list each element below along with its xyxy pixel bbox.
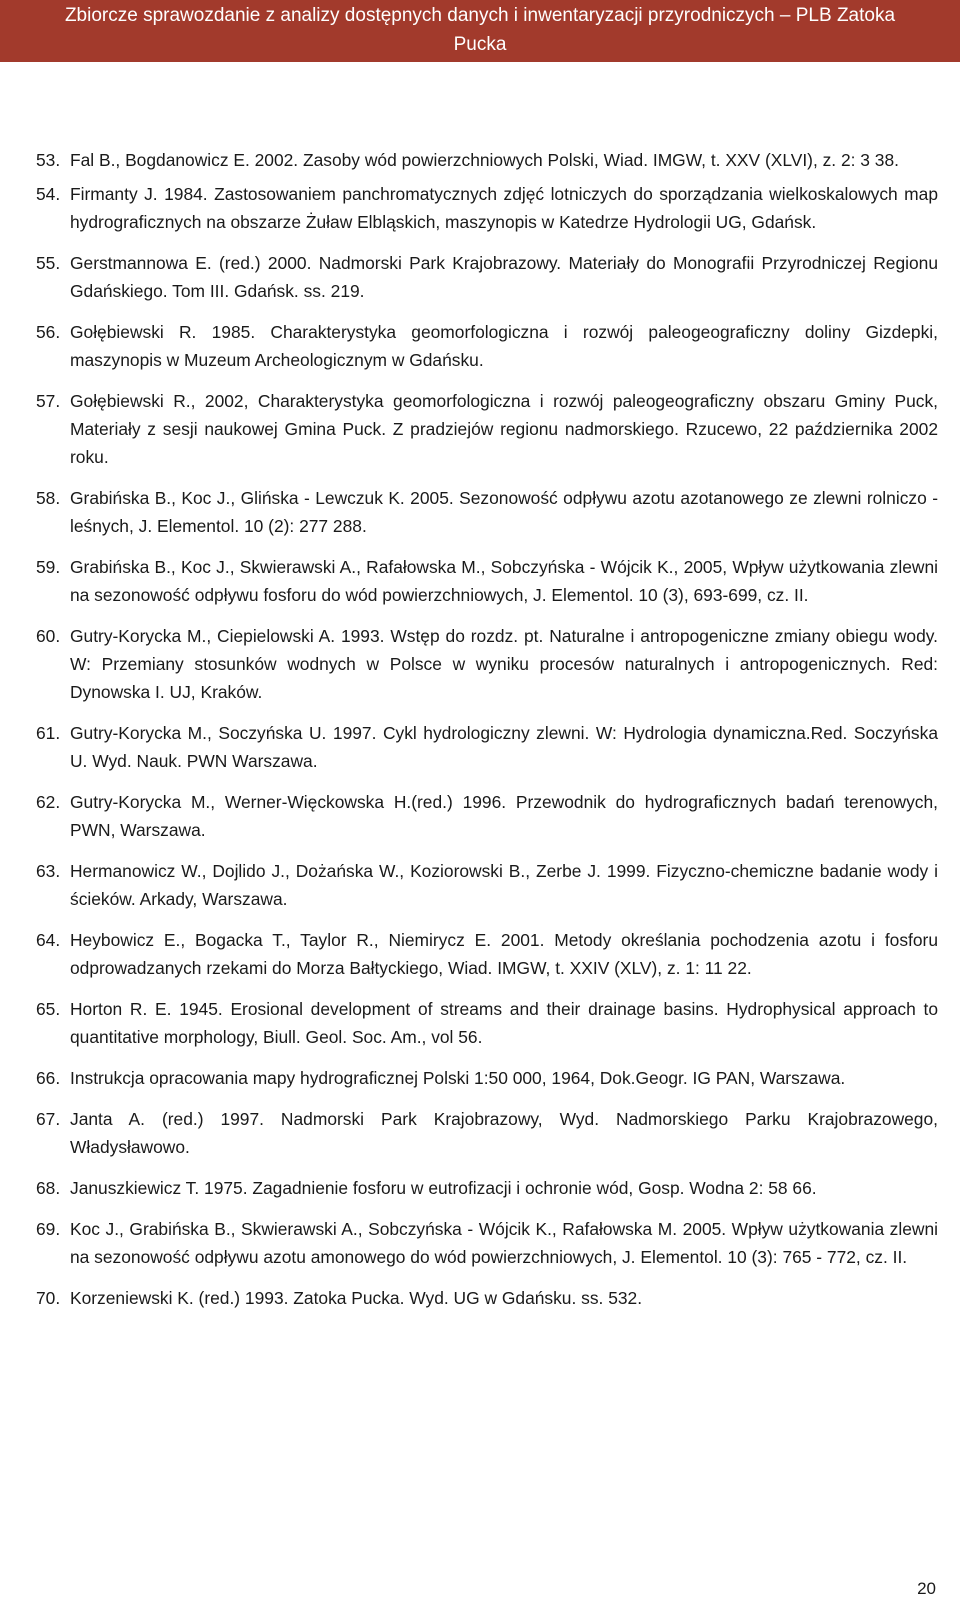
- reference-number: 67.: [36, 1109, 61, 1129]
- reference-number: 55.: [36, 253, 61, 273]
- header-title-line1: Zbiorcze sprawozdanie z analizy dostępnych danych i inwentaryzacji przyrodniczych – PLB Zatoka: [64, 5, 896, 26]
- reference-number: 65.: [36, 999, 61, 1019]
- reference-number: 63.: [36, 861, 61, 881]
- reference-number: 66.: [36, 1068, 61, 1088]
- reference-text: Instrukcja opracowania mapy hydrograficznej Polski 1:50 000, 1964, Dok.Geogr. IG PAN, Warszawa.: [70, 1068, 846, 1088]
- reference-number: 61.: [36, 723, 61, 743]
- reference-text: Heybowicz E., Bogacka T., Taylor R., Niemirycz E. 2001. Metody określania pochodzenia azotu i fosforu odprowadzanych rzekami do Morza Bałtyckiego, Wiad. IMGW, t. XXIV (XLV), z. 1: 11 22.: [70, 930, 938, 978]
- reference-text: Januszkiewicz T. 1975. Zagadnienie fosforu w eutrofizacji i ochronie wód, Gosp. Wodna 2: 58 66.: [70, 1178, 817, 1198]
- reference-list: [36, 146, 938, 1312]
- reference-number: 64.: [36, 930, 61, 950]
- reference-item: [36, 719, 938, 775]
- reference-number: 70.: [36, 1288, 61, 1308]
- reference-number: 54.: [36, 184, 61, 204]
- reference-item: [36, 995, 938, 1051]
- reference-text: Korzeniewski K. (red.) 1993. Zatoka Pucka. Wyd. UG w Gdańsku. ss. 532.: [70, 1288, 643, 1308]
- reference-item: [36, 1174, 938, 1202]
- reference-item: [36, 484, 938, 540]
- page-number: 20: [917, 1579, 936, 1598]
- reference-number: 68.: [36, 1178, 61, 1198]
- reference-text: Gutry-Korycka M., Soczyńska U. 1997. Cykl hydrologiczny zlewni. W: Hydrologia dynamiczna.Red. Soczyńska U. Wyd. Nauk. PWN Warszawa.: [70, 723, 938, 771]
- reference-text: Grabińska B., Koc J., Skwierawski A., Rafałowska M., Sobczyńska - Wójcik K., 2005, Wpływ użytkowania zlewni na sezonowość odpływu fosforu do wód powierzchniowych, J. Elementol. 10 (3), 693-699, cz. II.: [70, 557, 938, 605]
- reference-item: [36, 857, 938, 913]
- reference-item: [36, 387, 938, 471]
- reference-item: [36, 249, 938, 305]
- reference-item: [36, 553, 938, 609]
- reference-item: [36, 146, 938, 174]
- reference-text: Gerstmannowa E. (red.) 2000. Nadmorski Park Krajobrazowy. Materiały do Monografii Przyrodniczej Regionu Gdańskiego. Tom III. Gdańsk. ss. 219.: [70, 253, 938, 301]
- reference-item: [36, 1284, 938, 1312]
- reference-item: [36, 1215, 938, 1271]
- reference-item: [36, 180, 938, 236]
- header-title-line2: Pucka: [453, 34, 507, 55]
- reference-text: Firmanty J. 1984. Zastosowaniem panchromatycznych zdjęć lotniczych do sporządzania wielkoskalowych map hydrograficznych na obszarze Żuław Elbląskich, maszynopis w Katedrze Hydrologii UG, Gdańsk.: [70, 184, 938, 232]
- reference-item: [36, 926, 938, 982]
- reference-number: 56.: [36, 322, 61, 342]
- reference-number: 62.: [36, 792, 61, 812]
- reference-text: Gutry-Korycka M., Ciepielowski A. 1993. Wstęp do rozdz. pt. Naturalne i antropogeniczne zmiany obiegu wody. W: Przemiany stosunków wodnych w Polsce w wyniku procesów naturalnych i antropogenicznych. Red: Dynowska I. UJ, Kraków.: [70, 626, 938, 702]
- reference-text: Gutry-Korycka M., Werner-Więckowska H.(red.) 1996. Przewodnik do hydrograficznych badań terenowych, PWN, Warszawa.: [70, 792, 938, 840]
- reference-item: [36, 1064, 938, 1092]
- reference-text: Koc J., Grabińska B., Skwierawski A., Sobczyńska - Wójcik K., Rafałowska M. 2005. Wpływ użytkowania zlewni na sezonowość odpływu azotu amonowego do wód powierzchniowych, J. Elementol. 10 (3): 765 - 772, cz. II.: [70, 1219, 938, 1267]
- reference-item: [36, 622, 938, 706]
- reference-text: Grabińska B., Koc J., Glińska - Lewczuk K. 2005. Sezonowość odpływu azotu azotanowego ze zlewni rolniczo - leśnych, J. Elementol. 10 (2): 277 288.: [70, 488, 938, 536]
- reference-text: Janta A. (red.) 1997. Nadmorski Park Krajobrazowy, Wyd. Nadmorskiego Parku Krajobrazowego, Władysławowo.: [70, 1109, 938, 1157]
- reference-number: 58.: [36, 488, 61, 508]
- reference-number: 59.: [36, 557, 61, 577]
- reference-number: 57.: [36, 391, 61, 411]
- reference-text: Horton R. E. 1945. Erosional development of streams and their drainage basins. Hydrophysical approach to quantitative morphology, Biull. Geol. Soc. Am., vol 56.: [70, 999, 938, 1047]
- reference-number: 69.: [36, 1219, 61, 1239]
- reference-number: 60.: [36, 626, 61, 646]
- reference-number: 53.: [36, 150, 61, 170]
- reference-item: [36, 318, 938, 374]
- reference-item: [36, 788, 938, 844]
- reference-item: [36, 1105, 938, 1161]
- reference-text: Hermanowicz W., Dojlido J., Dożańska W., Koziorowski B., Zerbe J. 1999. Fizyczno-chemiczne badanie wody i ścieków. Arkady, Warszawa.: [70, 861, 938, 909]
- reference-text: Gołębiewski R. 1985. Charakterystyka geomorfologiczna i rozwój paleogeograficzny doliny Gizdepki, maszynopis w Muzeum Archeologicznym w Gdańsku.: [70, 322, 938, 370]
- page-header: [0, 0, 960, 62]
- reference-text: Gołębiewski R., 2002, Charakterystyka geomorfologiczna i rozwój paleogeograficzny obszaru Gminy Puck, Materiały z sesji naukowej Gmina Puck. Z pradziejów regionu nadmorskiego. Rzucewo, 22 października 2002 roku.: [70, 391, 938, 467]
- reference-text: Fal B., Bogdanowicz E. 2002. Zasoby wód powierzchniowych Polski, Wiad. IMGW, t. XXV (XLVI), z. 2: 3 38.: [70, 150, 899, 170]
